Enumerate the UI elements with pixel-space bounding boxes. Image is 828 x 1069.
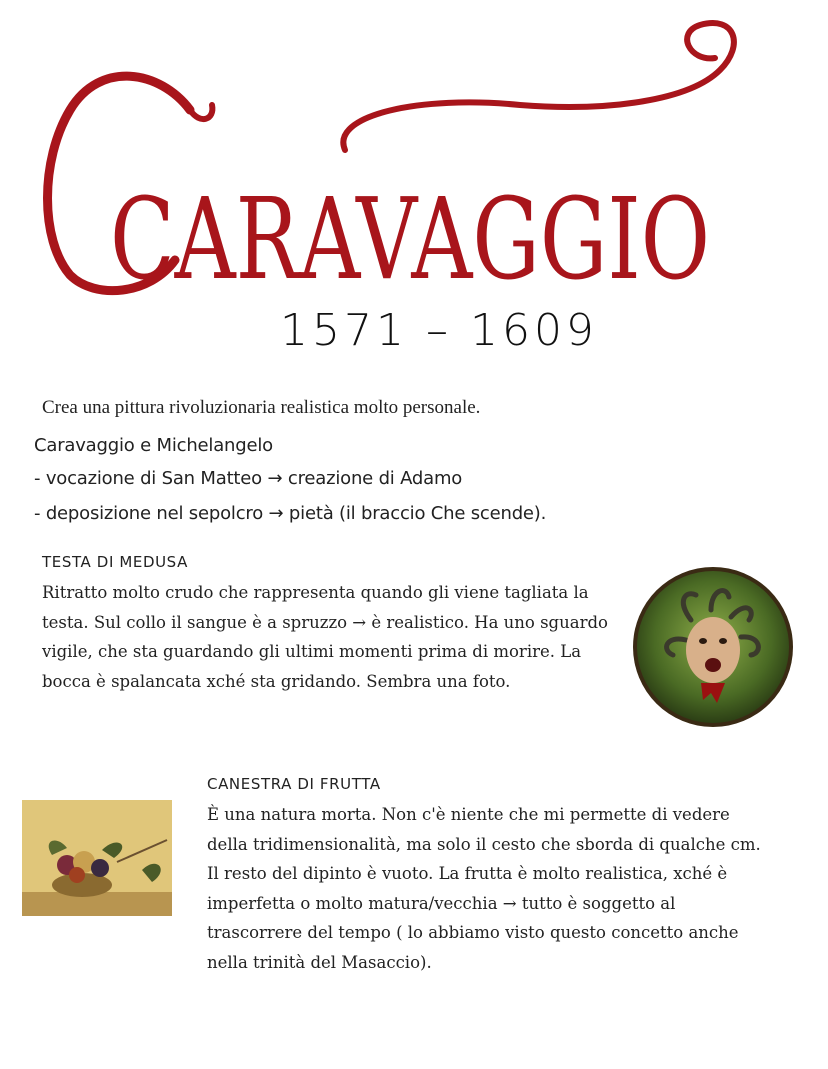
comparison-heading: Caravaggio e Michelangelo <box>34 435 273 456</box>
intro-sentence: Crea una pittura rivoluzionaria realistica molto personale. <box>42 397 481 418</box>
comparison-item: - deposizione nel sepolcro → pietà (il braccio Che scende). <box>34 503 547 524</box>
fruit-basket-painting-image <box>22 800 172 916</box>
section-title-canestra: CANESTRA DI FRUTTA <box>207 775 381 793</box>
section-text-canestra: È una natura morta. Non c'è niente che mi permette di vedere della tridimensionalità, ma solo il cesto che sborda di qualche cm. Il resto del dipinto è vuoto. La frutta è molto realistica, xché è imperfetta o molto matura/vecchia → tutto è soggetto al trascorrere del tempo ( lo abbiamo visto questo concetto anche nella trinità del Masaccio). <box>207 805 761 972</box>
title-area <box>0 0 828 300</box>
section-title-medusa: TESTA DI MEDUSA <box>42 553 188 571</box>
page-title: CARAVAGGIO <box>110 175 710 300</box>
section-text-medusa: Ritratto molto crudo che rappresenta quando gli viene tagliata la testa. Sul collo il sangue è a spruzzo → è realistico. Ha uno sguardo vigile, che sta guardando gli ultimi momenti prima di morire. La bocca è spalancata xché sta gridando. Sembra una foto. <box>42 583 608 691</box>
medusa-painting-image <box>631 565 796 730</box>
years-range: 1571 – 1609 <box>280 305 598 356</box>
comparison-item: - vocazione di San Matteo → creazione di Adamo <box>34 468 463 489</box>
title-flourish <box>0 0 828 300</box>
